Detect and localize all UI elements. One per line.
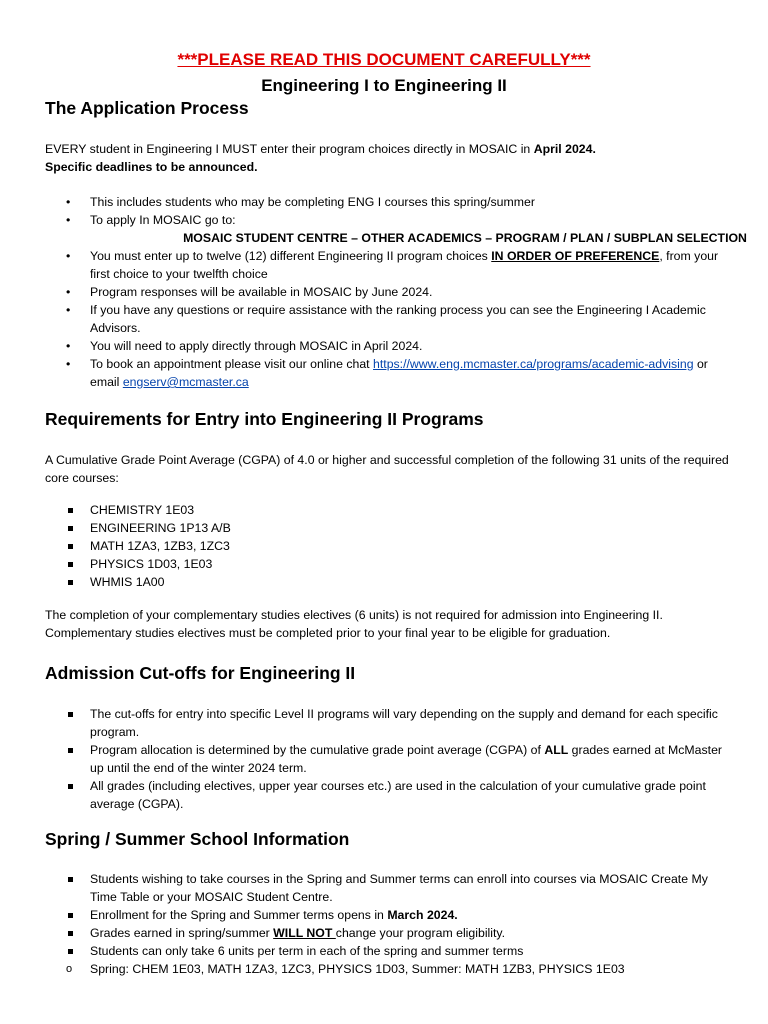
course-item: ENGINEERING 1P13 A/B <box>0 519 730 537</box>
course-item: CHEMISTRY 1E03 <box>0 501 730 519</box>
warning-title: ***PLEASE READ THIS DOCUMENT CAREFULLY*** <box>177 50 591 69</box>
heading-cutoffs: Admission Cut-offs for Engineering II <box>45 663 356 683</box>
electives-note: The completion of your complementary studies electives (6 units) is not required for admission into Engineering II. Complementary studies electives must be completed prior to your final year to be eligible for graduation. <box>45 608 663 640</box>
all-emphasis: ALL <box>544 743 569 757</box>
march-2024-emphasis: March 2024. <box>387 908 458 922</box>
square-bullet-icon <box>68 913 73 918</box>
course-item: PHYSICS 1D03, 1E03 <box>0 555 730 573</box>
core-course-list <box>0 501 768 591</box>
spring-summer-list <box>0 870 768 978</box>
square-bullet-icon <box>68 712 73 717</box>
bullet-icon: • <box>66 195 71 209</box>
list-item: • You must enter up to twelve (12) different Engineering II program choices IN ORDER OF PREFERENCE, from your first choice to your twelfth choice <box>66 249 719 281</box>
intro-deadlines: Specific deadlines to be announced. <box>45 160 258 174</box>
square-bullet-icon <box>68 544 73 549</box>
cutoff-list <box>0 705 768 813</box>
list-item: Students wishing to take courses in the Spring and Summer terms can enroll into courses via MOSAIC Create My Time Table or your MOSAIC Student Centre. <box>0 870 730 906</box>
engserv-email-link[interactable]: engserv@mcmaster.ca <box>122 375 249 389</box>
list-item: • To apply In MOSAIC go to: <box>66 213 236 227</box>
course-item: WHMIS 1A00 <box>0 573 730 591</box>
list-item: Students can only take 6 units per term in each of the spring and summer terms <box>0 942 730 960</box>
intro-text: EVERY student in Engineering I MUST enter their program choices directly in MOSAIC in <box>45 142 534 156</box>
square-bullet-icon <box>68 931 73 936</box>
square-bullet-icon <box>68 562 73 567</box>
list-item: • If you have any questions or require assistance with the ranking process you can see the Engineering I Academic Advisors. <box>66 303 706 335</box>
bullet-icon: • <box>66 249 71 263</box>
application-bullets <box>0 193 768 391</box>
list-item: All grades (including electives, upper year courses etc.) are used in the calculation of your cumulative grade point average (CGPA). <box>0 777 730 813</box>
bullet-icon: • <box>66 339 71 353</box>
sub-list-item: o Spring: CHEM 1E03, MATH 1ZA3, 1ZC3, PHYSICS 1D03, Summer: MATH 1ZB3, PHYSICS 1E03 <box>66 962 625 976</box>
intro-date: April 2024. <box>533 142 596 156</box>
square-bullet-icon <box>68 784 73 789</box>
document-subtitle: Engineering I to Engineering II <box>261 76 507 95</box>
requirements-intro: A Cumulative Grade Point Average (CGPA) of 4.0 or higher and successful completion of the following 31 units of the required core courses: <box>45 453 729 485</box>
heading-application-process: The Application Process <box>45 98 249 118</box>
list-item: Grades earned in spring/summer WILL NOT change your program eligibility. <box>0 924 730 942</box>
application-intro <box>45 140 735 176</box>
square-bullet-icon <box>68 748 73 753</box>
list-item: The cut-offs for entry into specific Level II programs will vary depending on the supply and demand for each specific program. <box>0 705 730 741</box>
bullet-icon: • <box>66 303 71 317</box>
square-bullet-icon <box>68 580 73 585</box>
bullet-icon: • <box>66 357 71 371</box>
square-bullet-icon <box>68 508 73 513</box>
list-item: • This includes students who may be completing ENG I courses this spring/summer <box>66 195 535 209</box>
square-bullet-icon <box>68 526 73 531</box>
mosaic-path: MOSAIC STUDENT CENTRE – OTHER ACADEMICS – PROGRAM / PLAN / SUBPLAN SELECTION <box>183 231 747 245</box>
list-item: • You will need to apply directly through MOSAIC in April 2024. <box>66 339 423 353</box>
list-item: • To book an appointment please visit our online chat https://www.eng.mcmaster.ca/programs/academic-advising or email engserv@mcmaster.ca <box>66 357 708 389</box>
square-bullet-icon <box>68 877 73 882</box>
list-item: Enrollment for the Spring and Summer terms opens in March 2024. <box>0 906 730 924</box>
will-not-emphasis: WILL NOT <box>273 926 336 940</box>
bullet-icon: • <box>66 285 71 299</box>
academic-advising-link[interactable]: https://www.eng.mcmaster.ca/programs/academic-advising <box>373 357 694 371</box>
course-item: MATH 1ZA3, 1ZB3, 1ZC3 <box>0 537 730 555</box>
bullet-icon: • <box>66 213 71 227</box>
square-bullet-icon <box>68 949 73 954</box>
order-preference-emphasis: IN ORDER OF PREFERENCE <box>491 249 660 263</box>
list-item: • Program responses will be available in MOSAIC by June 2024. <box>66 285 433 299</box>
heading-spring-summer: Spring / Summer School Information <box>45 829 350 849</box>
circle-bullet-icon: o <box>66 963 73 975</box>
heading-requirements: Requirements for Entry into Engineering II Programs <box>45 409 484 429</box>
list-item: Program allocation is determined by the cumulative grade point average (CGPA) of ALL grades earned at McMaster up until the end of the winter 2024 term. <box>0 741 730 777</box>
